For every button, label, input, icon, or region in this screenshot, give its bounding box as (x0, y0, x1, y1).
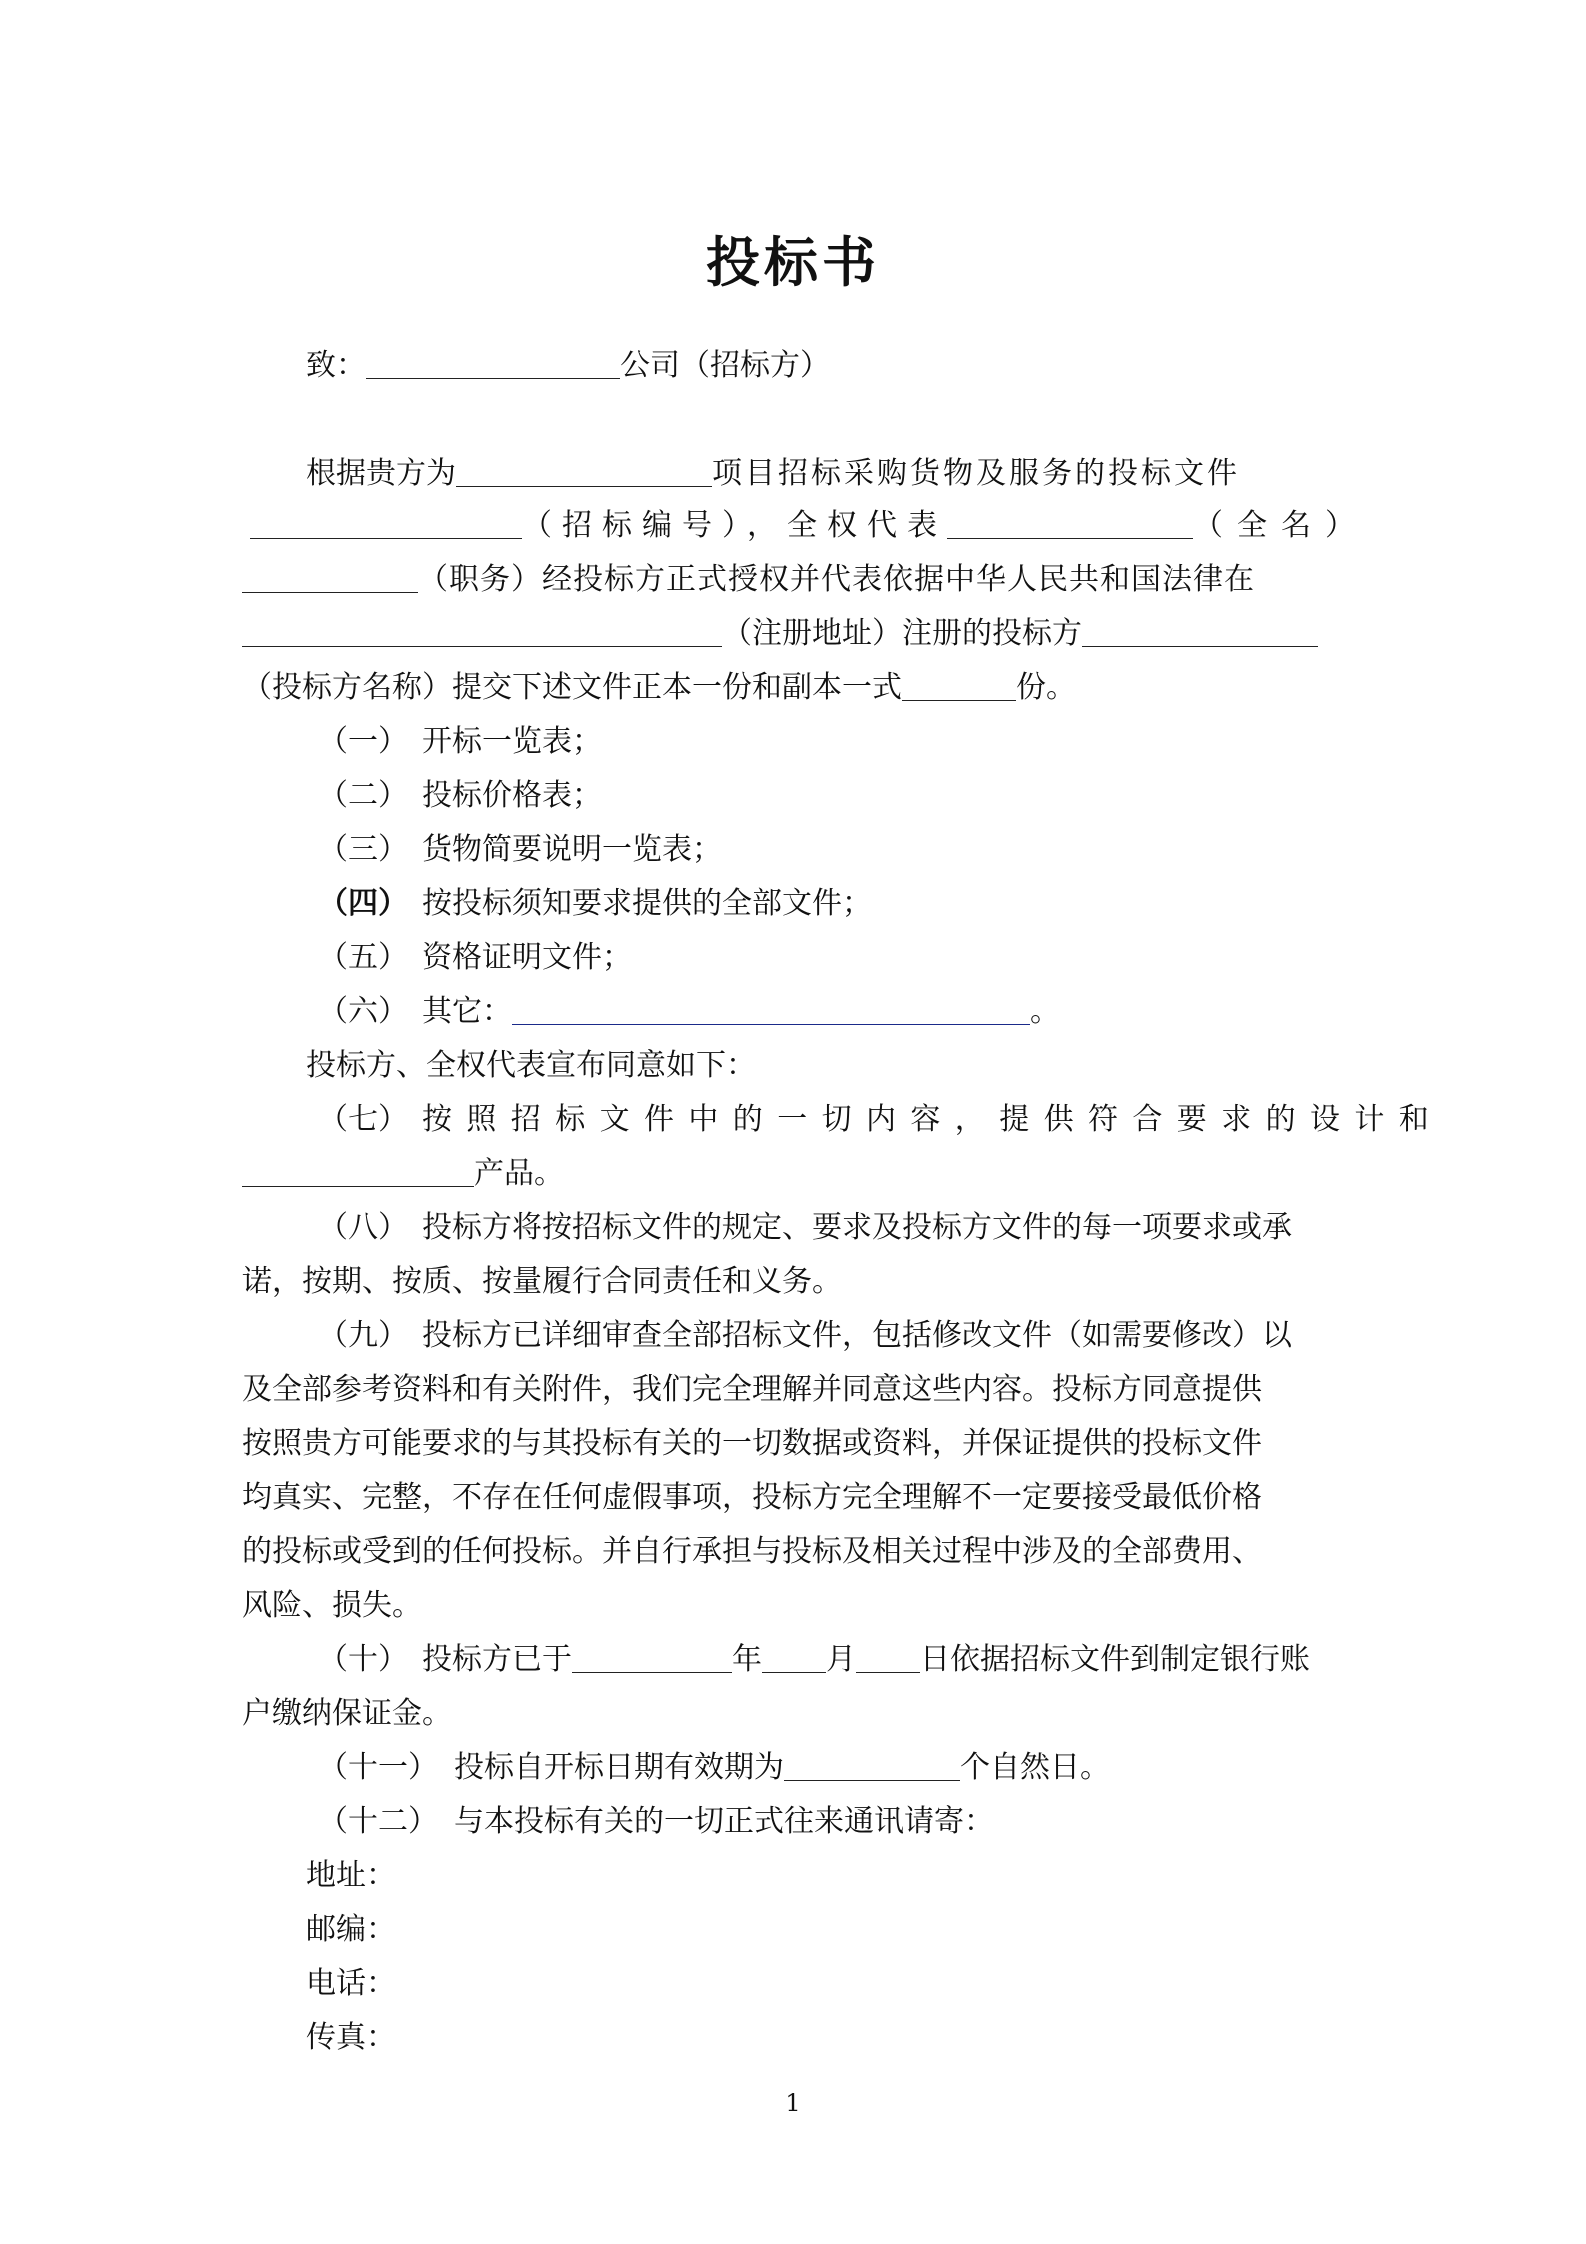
month-blank[interactable] (762, 1642, 826, 1673)
product-type-blank[interactable] (242, 1156, 474, 1187)
clause-text: 日依据招标文件到制定银行账 (920, 1642, 1310, 1677)
clause-text: 月 (826, 1642, 856, 1677)
company-name-blank[interactable] (366, 348, 620, 379)
document-title: 投标书 (706, 231, 880, 294)
clause-label: （十） (318, 1642, 408, 1677)
year-blank[interactable] (572, 1642, 732, 1673)
clause-text: 投标方已于 (422, 1642, 572, 1677)
clause-text: 投标方将按招标文件的规定、要求及投标方文件的每一项要求或承 (422, 1210, 1292, 1245)
clause-9-line-5: 的投标或受到的任何投标。并自行承担与投标及相关过程中涉及的全部费用、 (242, 1534, 1262, 1569)
address-field-label: 地址： (306, 1858, 396, 1893)
clause-9-line-4: 均真实、完整，不存在任何虚假事项，投标方完全理解不一定要接受最低价格 (242, 1480, 1262, 1515)
intro-line-5 (242, 668, 1076, 708)
project-name-blank[interactable] (456, 456, 712, 487)
clause-11-line (318, 1748, 1110, 1788)
clause-label: （十二） (318, 1804, 438, 1839)
clause-text: 年 (732, 1642, 762, 1677)
clause-9-line-1 (318, 1316, 1292, 1356)
clause-label: （十一） (318, 1750, 438, 1785)
clause-text: 个自然日。 (960, 1750, 1110, 1785)
intro-text: 根据贵方为 (306, 456, 456, 491)
clause-text: 按照招标文件中的一切内容，提供符合要求的设计和 (422, 1102, 1444, 1137)
clause-8-line-2: 诺，按期、按质、按量履行合同责任和义务。 (242, 1264, 842, 1299)
item-text: 投标价格表； (422, 778, 602, 813)
clause-label: （八） (318, 1210, 408, 1245)
item-label: （三） (318, 832, 408, 867)
page-number: 1 (785, 2089, 801, 2117)
phone-field-label: 电话： (306, 1966, 396, 2001)
addressee-prefix: 致： (306, 348, 366, 383)
validity-days-blank[interactable] (784, 1750, 960, 1781)
item-label: （一） (318, 724, 408, 759)
list-item (318, 722, 602, 762)
list-item (318, 938, 632, 978)
clause-text: 与本投标有关的一切正式往来通讯请寄： (454, 1804, 994, 1839)
other-documents-blank[interactable] (512, 994, 1030, 1025)
item-text: 其它： (422, 994, 512, 1029)
list-item (318, 884, 872, 924)
list-item (318, 830, 722, 870)
intro-text: （全名） (1193, 508, 1369, 543)
clause-text: 投标自开标日期有效期为 (454, 1750, 784, 1785)
registered-address-blank[interactable] (242, 616, 722, 647)
intro-text: （招标编号），全权代表 (522, 508, 947, 543)
clause-10-line-1 (318, 1640, 1310, 1680)
list-item (318, 776, 602, 816)
clause-8-line-1 (318, 1208, 1292, 1248)
intro-line-4 (242, 614, 1318, 654)
postcode-field-label: 邮编： (306, 1912, 396, 1947)
intro-text: 项目招标采购货物及服务的投标文件 (712, 456, 1240, 491)
item-text: 按投标须知要求提供的全部文件； (422, 886, 872, 921)
bidder-name-blank[interactable] (1082, 616, 1318, 647)
item-suffix: 。 (1030, 994, 1060, 1029)
addressee-suffix: 公司（招标方） (620, 348, 830, 383)
tender-number-blank[interactable] (250, 508, 522, 539)
clause-label: （九） (318, 1318, 408, 1353)
declaration-line: 投标方、全权代表宣布同意如下： (306, 1048, 756, 1083)
intro-line-3 (242, 560, 1255, 600)
day-blank[interactable] (856, 1642, 920, 1673)
item-label: （六） (318, 994, 408, 1029)
full-name-blank[interactable] (947, 508, 1193, 539)
position-blank[interactable] (242, 562, 418, 593)
item-label: （五） (318, 940, 408, 975)
clause-7-line-1 (318, 1100, 1443, 1140)
clause-9-line-2: 及全部参考资料和有关附件，我们完全理解并同意这些内容。投标方同意提供 (242, 1372, 1262, 1407)
intro-text: （职务）经投标方正式授权并代表依据中华人民共和国法律在 (418, 562, 1255, 597)
addressee-line (306, 346, 830, 386)
item-text: 货物简要说明一览表； (422, 832, 722, 867)
item-label: （二） (318, 778, 408, 813)
intro-text: 份。 (1016, 670, 1076, 705)
clause-label: （七） (318, 1102, 408, 1137)
item-text: 资格证明文件； (422, 940, 632, 975)
intro-text: （注册地址）注册的投标方 (722, 616, 1082, 651)
intro-line-1 (306, 454, 1358, 494)
copies-count-blank[interactable] (902, 670, 1016, 701)
clause-9-line-3: 按照贵方可能要求的与其投标有关的一切数据或资料，并保证提供的投标文件 (242, 1426, 1262, 1461)
clause-text: 产品。 (474, 1156, 564, 1191)
clause-9-line-6: 风险、损失。 (242, 1588, 422, 1623)
clause-10-line-2: 户缴纳保证金。 (242, 1696, 452, 1731)
intro-line-2 (250, 506, 1369, 546)
item-text: 开标一览表； (422, 724, 602, 759)
clause-12-line (318, 1802, 994, 1842)
list-item (318, 992, 1060, 1032)
intro-text: （投标方名称）提交下述文件正本一份和副本一式 (242, 670, 902, 705)
item-label: （四） (318, 886, 408, 921)
clause-7-line-2 (242, 1154, 564, 1194)
clause-text: 投标方已详细审查全部招标文件，包括修改文件（如需要修改）以 (422, 1318, 1292, 1353)
fax-field-label: 传真： (306, 2020, 396, 2055)
